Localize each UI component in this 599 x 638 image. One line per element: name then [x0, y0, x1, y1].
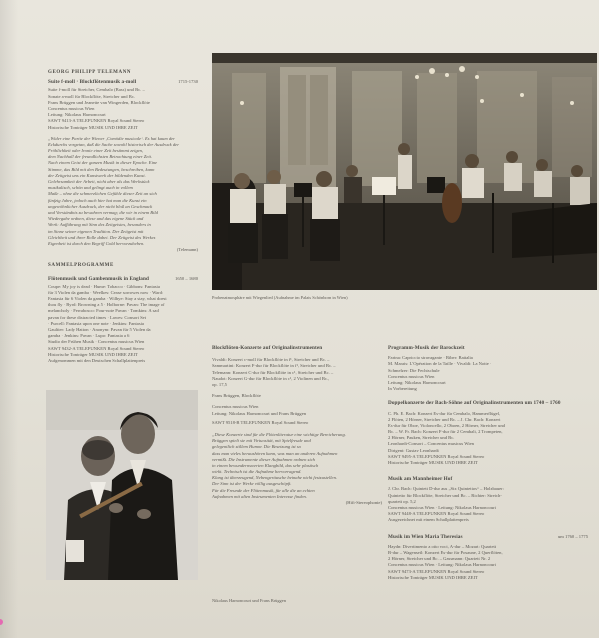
quote-line: Maße – ohne die schmerzlichen Gefühle dieser Zeit an sich: [48, 191, 157, 197]
body-line: 2 Hörner, Streicher und Bc. – Gassmann: Quartett Nr. 2: [388, 556, 491, 562]
suite-line: Suite f-moll für Streicher, Cembalo (Bass) und Bc. –: [48, 87, 145, 93]
leitung: Leitung: Nikolaus Harnoncourt und Frans Brüggen: [212, 410, 307, 416]
body-line: J. Chr. Bach: Quintett D-dur aus „Six Quintettos“ – Holzbauer:: [388, 486, 504, 492]
middle-column: [212, 345, 382, 506]
body-line: Telemann: Konzert C-dur für Blockflöte in c¹, Streicher und Bc. –: [212, 369, 334, 375]
body-line: 2 Hörner, Pauken, Streicher und Bc.: [388, 435, 455, 441]
fleet-line: Studio der Frühen Musik · Concentus musicus Wien: [48, 339, 145, 345]
fleet-line: Fantasia für 6 Violen da gamba · Wilbye: Stay a stay, what doest: [48, 296, 167, 302]
quote-line: der Zeitgeist uns ein Kunstwerk der bildenden Kunst.: [48, 172, 146, 178]
quote-line: Stimme, das Bild mit den Bedeutungen, beschreiben, kann: [48, 166, 155, 172]
fleet-line: pavan for these distracted times · Lawes: Consort Set: [48, 314, 146, 320]
quote-line: dass man vieles heraushören kann, was man an anderen Aufnahmen: [212, 450, 338, 456]
body-line: Leitung: Nikolaus Harnoncourt: [388, 379, 446, 385]
body-line: Bc. – W. Fr. Bach: Konzert F-dur für 2 Cembali, 2 Trompeten,: [388, 429, 503, 435]
doppel-title: Doppelkonzerte der Bach-Söhne auf Originalinstrumenten um 1740 – 1760: [388, 400, 561, 407]
body-line: SAWT 9448-A TELEFUNKEN Royal Sound Stereo: [388, 511, 485, 517]
body-line: Quintetto für Blockflöte, Streicher und Bc. – Richter: Streich-: [388, 492, 502, 498]
quote-line: Eigenheit ist durch den Begriff Gold hervorzuheben.: [48, 240, 145, 246]
quote-line: musikalisch, schön und gelingt auch in vollem: [48, 185, 133, 191]
quote-line: Nach einem Geist der ganzen Musik in dieser Epoche. Eine: [48, 160, 158, 166]
record-label: SAWT 9518-B TELEFUNKEN Royal Sound Stereo: [212, 419, 309, 425]
top-photo-caption: Probenatmosphäre mit Wiegenlied (Aufnahme im Palais Schönborn in Wien): [212, 295, 348, 300]
quote-line: dem Nachhall der freundlichsten Betrachtung einer Zeit.: [48, 154, 153, 160]
suite-title: Suite f-moll · Blockflötenmusik a-moll: [48, 79, 137, 86]
fleet-line: Coupe: My joy is dead · Hume: Tobacco · Gibbons: Fantasia: [48, 283, 160, 289]
wien-heading-row: [388, 534, 588, 540]
fleet-line: · Purcell: Fantasia upon one note · Jenkins: Fantasia: [48, 320, 144, 326]
body-line: Dirigent: Gustav Leonhardt: [388, 447, 439, 453]
fleet-line: melancholy · Ferrabosco: Four-note Pavan · Tomkins: A sad: [48, 308, 159, 314]
quote-line: vermißt. Die Instrumente dieser Aufnahmen ordnen sich: [212, 456, 315, 462]
mannheim-body: [388, 486, 588, 523]
wien-body: [388, 544, 588, 581]
suite-line: Leitung: Nikolaus Harnoncourt: [48, 112, 106, 118]
fleet-line: für 3 Violen da gamba · Weelkes: Cease sorrowes now · Ward:: [48, 289, 164, 295]
prog-title: Programm-Musik der Barockzeit: [388, 345, 465, 351]
mannheim-title: Musik am Mannheimer Hof: [388, 476, 453, 483]
quote-line: und Verständnis zu bewahren vermag; die wir in einem Bild: [48, 209, 158, 215]
performer: Frans Brüggen, Blockflöte: [212, 393, 261, 399]
body-line: quartett op. 5,2: [388, 498, 416, 504]
quote-line: Fröhlichkeit oder Ironie einer Zeit bestimmt zeigen,: [48, 148, 144, 154]
prog-body: [388, 355, 588, 392]
fleet-body: [48, 284, 198, 364]
quote-line: fünfzig Jahre, jedoch auch hier hat man die Kunst ein: [48, 197, 147, 203]
fleet-line: Aufgenommen mit den Deutschen Schallplattenpreis: [48, 357, 146, 363]
body-line: SAWT 9473-A TELEFUNKEN Royal Sound Stereo: [388, 568, 485, 574]
quote-line: Werk: Aufführung mit Sinn des Zeitgeistes, besonders in: [48, 222, 151, 228]
suite-heading-row: [48, 79, 198, 85]
review-quote: [48, 136, 198, 247]
body-line: Es-dur für Oboe, Violoncello, 2 Oboen, 2 Hörner, Streicher und: [388, 422, 505, 428]
suite-line: Sonate a-moll für Blockflöte, Streicher und Bc.: [48, 93, 136, 99]
fleet-title: Flötenmusik und Gambenmusik in England: [48, 275, 149, 282]
orchestra-rehearsal-photo: [212, 53, 597, 290]
quote-line: Aufnahmen mit alten Instrumenten Interesse finden.: [212, 493, 308, 499]
quote-line: in einem bewundernswerten Klangbild, das sehr plastisch: [212, 462, 319, 468]
wien-years: um 1760 – 1775: [558, 533, 588, 539]
suite-line: Historische Tonträger MUSIK UND IHRE ZEIT: [48, 124, 138, 130]
quote-line: Wiedergabe ordnen, diese und das eigene Stück und: [48, 216, 144, 222]
mid-quote-source: (Hifi-Stereophonie): [345, 500, 382, 506]
quote-line: Brüggen spielt sie mit Virtuosität, mit Spielfreude und: [212, 438, 311, 444]
suite-years: 1715-1730: [178, 79, 198, 85]
quote-line: Eckdurchs vorgetan, daß die Sache sowohl historisch der Ausdruck der: [48, 141, 179, 147]
composer-heading: GEORG PHILIPP TELEMANN: [48, 70, 132, 75]
right-column: [388, 345, 588, 581]
body-line: Farina: Capriccio stravagante · Biber: Battalia: [388, 355, 473, 361]
fleet-line: Gaultier: Lady Hatton · Anonym: Pavan für 5 Violen da: [48, 327, 151, 333]
fleet-line: gamba · Jenkins: Pavan · Lupo: Fantasia a 6: [48, 333, 130, 339]
quote-line: Gleichheit und ihrer Rolle dabei. Der Zeitgeist des Werkes: [48, 234, 156, 240]
fleet-heading-row: [48, 276, 198, 282]
quote-line: „Wider eine Partie der Wiener ‚Comödie musicale‘. Es hat kaum der: [48, 135, 175, 141]
page-shadow: [0, 0, 18, 638]
suite-body: [48, 87, 198, 130]
suite-line: SAWT 9413-A TELEFUNKEN Royal Sound Stereo: [48, 118, 145, 124]
section-label: SAMMELPROGRAMME: [48, 263, 114, 269]
quote-line: im Sinne seiner eigenen Tradition. Der Zeitgeist mit: [48, 228, 144, 234]
body-line: In Vorbereitung: [388, 386, 417, 392]
blockfloete-title: Blockflöten-Konzerte auf Originalinstrumenten: [212, 345, 323, 351]
body-line: Schmelzer: Die Fechtschule: [388, 367, 440, 373]
ensemble: Concentus musicus Wien: [212, 404, 259, 410]
body-line: op. 17,5: [212, 381, 227, 387]
body-line: Ausgezeichnet mit einem Schallplattenpreis: [388, 517, 469, 523]
body-line: Historische Tonträger MUSIK UND IHRE ZEIT: [388, 574, 478, 580]
fleet-line: SAWT 9432-A TELEFUNKEN Royal Sound Stereo: [48, 345, 145, 351]
suite-line: Frans Brüggen und Jeanette van Wingerden, Blockflöte: [48, 99, 150, 105]
quote-source: (Telemann): [176, 247, 198, 253]
quote-line: „Diese Konzerte sind für die Flötenliteratur eine wichtige Bereicherung.: [212, 431, 346, 437]
quote-line: Gelehrsamkeit der Arbeit, nicht aber als das Werkstück: [48, 179, 150, 185]
body-line: Naudot: Konzert G-dur für Blockflöte in c¹, 2 Violinen und Bc.,: [212, 375, 330, 381]
blockfloete-body: [212, 357, 382, 388]
wien-title: Musik im Wien Maria Theresias: [388, 533, 463, 540]
left-column: [48, 70, 198, 364]
suite-line: Concentus musicus Wien: [48, 105, 95, 111]
body-line: SAWT 9495-A TELEFUNKEN Royal Sound Stereo: [388, 453, 485, 459]
body-line: Concentus musicus Wien · Leitung: Nikolaus Harnoncourt: [388, 504, 496, 510]
mid-review-quote: [212, 432, 382, 500]
quote-line: Klang ist überzeugend, Nebengeräusche beinahe nicht festzustellen.: [212, 475, 338, 481]
body-line: Vivaldi: Konzert c-moll für Blockflöte in f¹, Streicher und Bc. –: [212, 357, 330, 363]
body-line: M. Marais: L'Opération de la Taille · Vivaldi: La Notte ·: [388, 361, 492, 367]
quote-line: Für die Freunde der Flötenmusik, für alle die an echten: [212, 487, 315, 493]
quote-line: gelegentlich stillem Humor. Die Besetzung ist so: [212, 444, 301, 450]
fleet-years: 1650 – 1680: [175, 275, 198, 281]
body-line: Leonhardt-Consort – Concentus musicus Wien: [388, 441, 474, 447]
body-line: Concentus musicus Wien · Leitung: Nikolaus Harnoncourt: [388, 562, 496, 568]
quote-line: Der Sinn ist der Werke völlig ausgeschöpft.: [212, 481, 292, 487]
body-line: 2 Flöten, 2 Hörner, Streicher und Bc. – J. Chr. Bach: Konzert: [388, 416, 501, 422]
body-line: Haydn: Divertimento a otto voci, A-dur – Mozart: Quartett: [388, 543, 497, 549]
body-line: Historische Tonträger MUSIK UND IHRE ZEIT: [388, 460, 478, 466]
quote-line: wirkt. Technisch ist die Aufnahme hervorragend.: [212, 469, 302, 475]
body-line: Sammartini: Konzert F-dur für Blockflöte in f¹, Streicher und Bc. –: [212, 363, 336, 369]
bottom-photo-caption: Nikolaus Harnoncourt und Frans Brüggen: [212, 598, 286, 603]
fleet-line: thou fly · Byrd: Browning a 5 · Holborne: Pavan: The image of: [48, 302, 165, 308]
body-line: C. Ph. E. Bach: Konzert Es-dur für Cembalo, Hammerflügel,: [388, 410, 501, 416]
body-line: B-dur – Wagenseil: Konzert Es-dur für Posaune, 2 Querflöten,: [388, 549, 503, 555]
body-line: Concentus musicus Wien: [388, 373, 435, 379]
doppel-body: [388, 411, 588, 467]
musicians-portrait-photo: [46, 390, 198, 580]
fleet-line: Historische Tonträger MUSIK UND IHRE ZEIT: [48, 351, 138, 357]
quote-line: ungewöhnlicher Ausdruck, der nicht bloß an Geschmack: [48, 203, 153, 209]
